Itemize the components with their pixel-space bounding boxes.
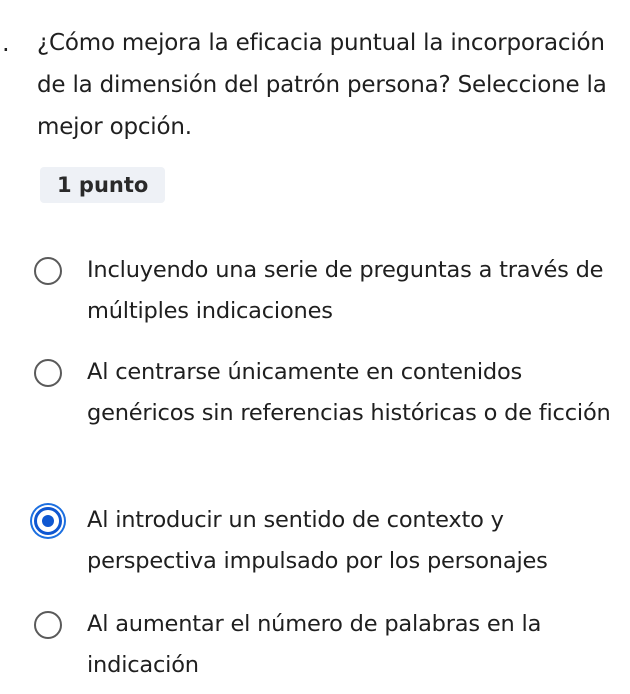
points-badge: 1 punto	[40, 167, 165, 203]
option-label: Incluyendo una serie de preguntas a través de múltiples indicaciones	[87, 257, 604, 324]
option-label: Al introducir un sentido de contexto y perspectiva impulsado por los personajes	[87, 507, 548, 574]
radio-button-icon[interactable]	[34, 611, 62, 639]
radio-button-icon[interactable]	[34, 359, 62, 387]
question-number: .	[2, 29, 10, 57]
question-text: ¿Cómo mejora la eficacia puntual la incorporación de la dimensión del patrón persona? Seleccione la mejor opción.	[37, 30, 607, 140]
radio-button-selected-icon[interactable]	[34, 507, 62, 535]
radio-button-icon[interactable]	[34, 257, 62, 285]
option-label: Al centrarse únicamente en contenidos genéricos sin referencias históricas o de ficción	[87, 359, 611, 426]
option-label: Al aumentar el número de palabras en la indicación	[87, 611, 542, 678]
